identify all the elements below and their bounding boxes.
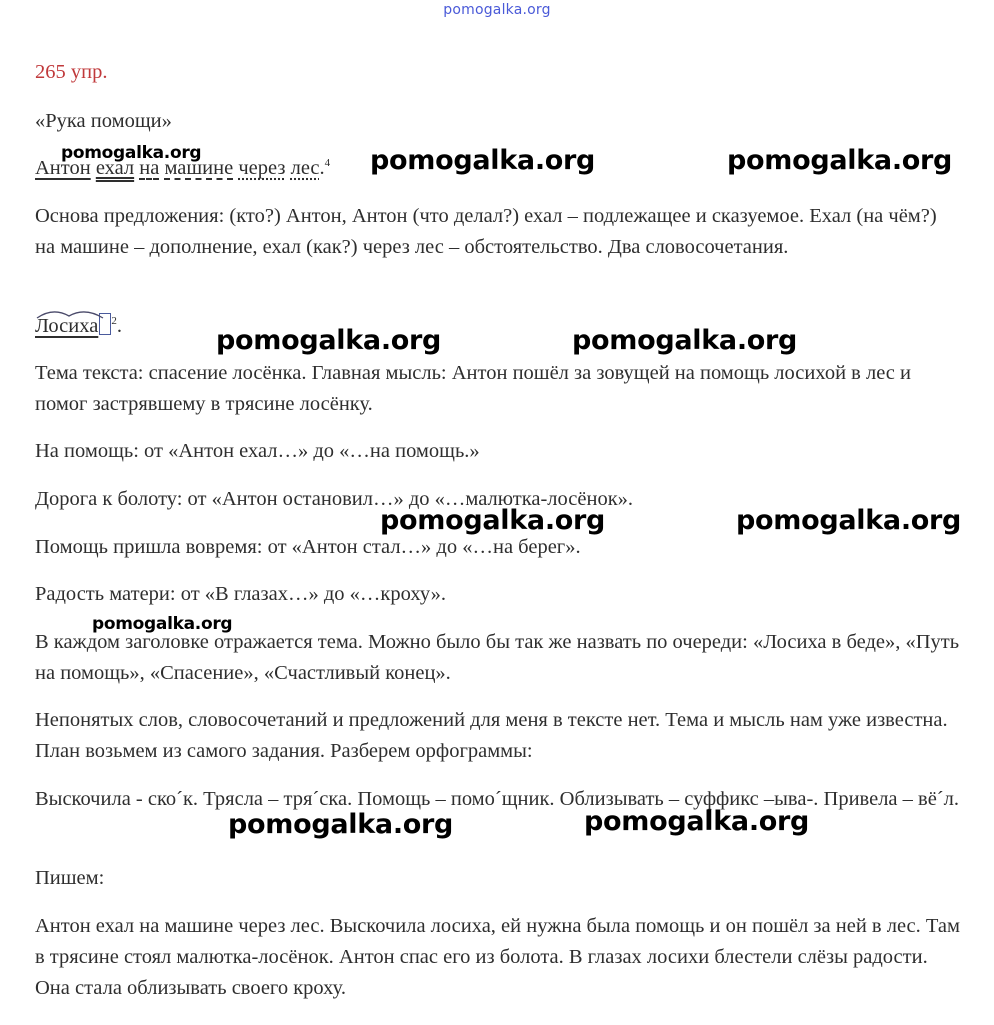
paragraph-basis: Основа предложения: (кто?) Антон, Антон (что делал?) ехал – подлежащее и сказуемое. Ехал (на чём?) на машине – дополнение, ехал (как?) через лес – обстоятельство. Два словосочетания.: [35, 205, 937, 258]
watermark: pomogalka.org: [92, 614, 233, 634]
watermark: pomogalka.org: [370, 145, 596, 176]
watermark: pomogalka.org: [584, 806, 810, 837]
paragraph-write: Пишем:: [35, 867, 105, 889]
plan-item-4: Радость матери: от «В глазах…» до «…кроху».: [35, 583, 446, 605]
adverbial-preposition: через: [238, 157, 286, 179]
site-link[interactable]: pomogalka.org: [443, 2, 551, 18]
parse-mark: 4: [324, 157, 331, 170]
adverbial-word: лес: [290, 157, 320, 179]
exercise-number: 265 упр.: [35, 61, 108, 83]
watermark: pomogalka.org: [228, 809, 454, 840]
plan-item-3: Помощь пришла вовремя: от «Антон стал…» до «…на берег».: [35, 536, 581, 558]
sentence-end: .: [319, 157, 325, 179]
paragraph-headings: В каждом заголовке отражается тема. Можно было бы так же назвать по очереди: «Лосиха в беде», «Путь на помощь», «Спасение», «Счастливый конец».: [35, 631, 960, 684]
morph-word: [35, 311, 98, 342]
watermark: pomogalka.org: [736, 505, 962, 536]
watermark: pomogalka.org: [61, 143, 202, 163]
object-word: машине: [164, 157, 234, 179]
watermark: pomogalka.org: [727, 145, 953, 176]
root-arc-icon: [35, 307, 105, 319]
watermark: pomogalka.org: [380, 505, 606, 536]
preposition-word: на: [139, 157, 160, 179]
morph-mark: 2: [111, 315, 117, 328]
morph-parse: [35, 311, 960, 342]
paragraph-words: Непонятых слов, словосочетаний и предложений для меня в тексте нет. Тема и мысль нам уже известна. План возьмем из самого задания. Разберем орфограммы:: [35, 709, 948, 762]
watermark: pomogalka.org: [216, 325, 442, 356]
paragraph-final: Антон ехал на машине через лес. Выскочила лосиха, ей нужна была помощь и он пошёл за ней в лес. Там в трясине стоял малютка-лосёнок. Антон спас его из болота. В глазах лосихи блестели слёзы радости. Она стала облизывать своего кроху.: [35, 915, 960, 999]
plan-item-2: Дорога к болоту: от «Антон остановил…» до «…малютка-лосёнок».: [35, 488, 634, 510]
paragraph-theme: Тема текста: спасение лосёнка. Главная мысль: Антон пошёл за зовущей на помощь лосихой в лес и помог застрявшему в трясине лосёнку.: [35, 362, 912, 415]
morph-end: .: [116, 315, 122, 337]
morph-word-text: Лосиха: [35, 315, 99, 337]
predicate-word: ехал: [95, 157, 135, 179]
text-title: «Рука помощи»: [35, 110, 172, 132]
subject-word: Антон: [35, 157, 91, 179]
plan-item-1: На помощь: от «Антон ехал…» до «…на помощь.»: [35, 440, 480, 462]
paragraph-orthograms: Выскочила - ско´к. Трясла – тря´ска. Помощь – помо´щник. Облизывать – суффикс –ыва-. Привела – вё´л.: [35, 788, 959, 810]
watermark: pomogalka.org: [572, 325, 798, 356]
